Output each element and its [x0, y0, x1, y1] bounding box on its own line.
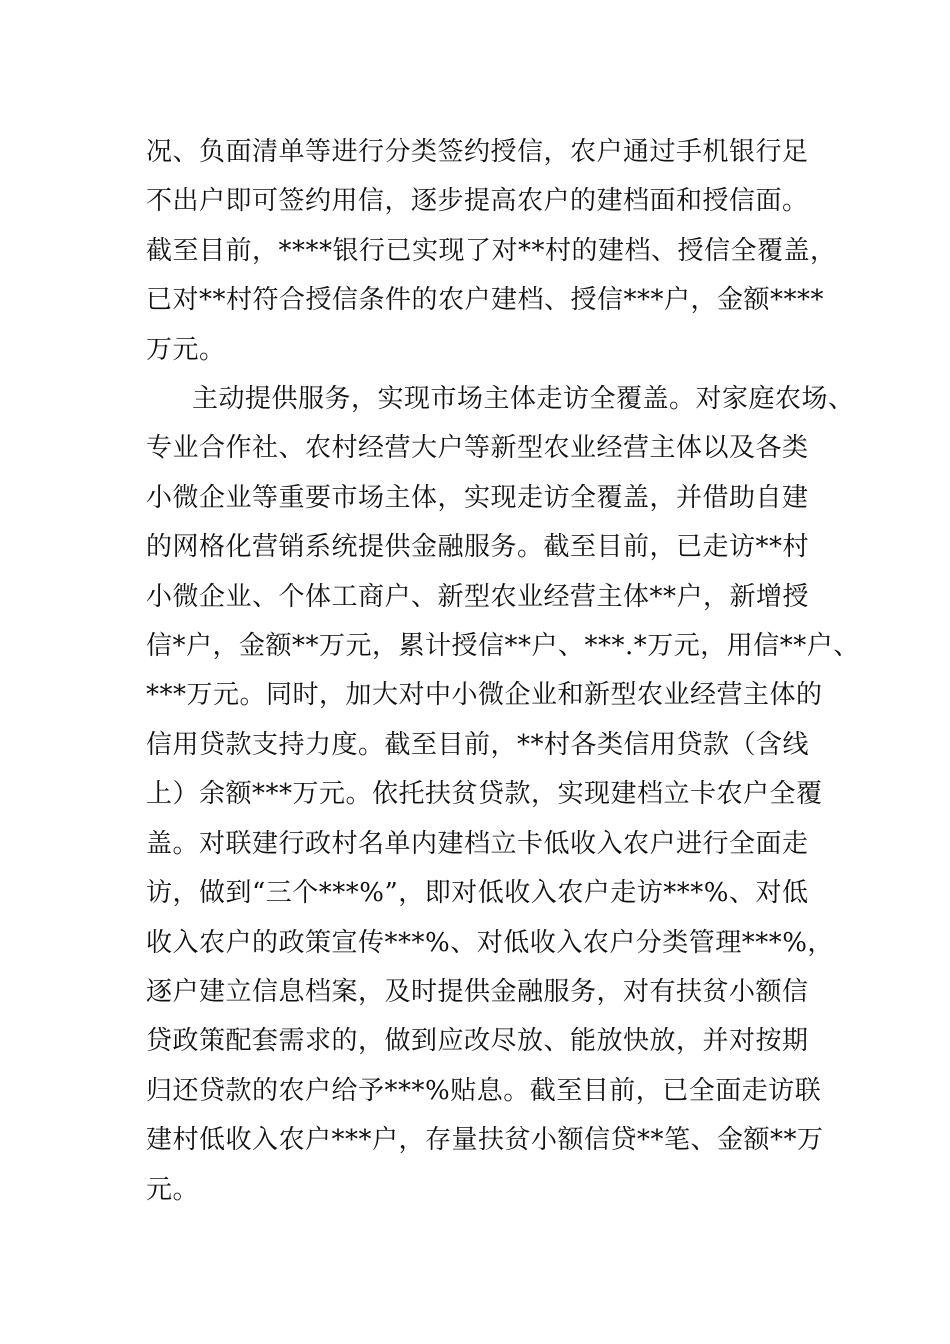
paragraph-line: 信*户，金额**万元，累计授信**户、***.*万元，用信**户、: [146, 631, 860, 662]
paragraph-line: 小微企业等重要市场主体，实现走访全覆盖，并借助自建: [146, 482, 809, 513]
paragraph-line: 贷政策配套需求的，做到应改尽放、能放快放，并对按期: [146, 1026, 809, 1057]
paragraph-line: 元。: [146, 1174, 200, 1205]
paragraph-2: [146, 375, 860, 1215]
paragraph-line: 况、负面清单等进行分类签约授信，农户通过手机银行足: [146, 137, 809, 167]
paragraph-line: 收入农户的政策宣传***%、对低收入农户分类管理***%，: [146, 927, 834, 958]
document-body: [146, 128, 860, 1215]
paragraph-line: 截至目前，****银行已实现了对**村的建档、授信全覆盖，: [146, 235, 837, 266]
paragraph-line: 万元。: [146, 334, 226, 365]
paragraph-line: 盖。对联建行政村名单内建档立卡低收入农户进行全面走: [146, 828, 809, 859]
paragraph-1: [146, 128, 837, 375]
paragraph-line: ***万元。同时，加大对中小微企业和新型农业经营主体的: [146, 680, 823, 711]
paragraph-line: 访，做到“三个***%”，即对低收入农户走访***%、对低: [146, 878, 809, 909]
paragraph-line: 上）余额***万元。依托扶贫贷款，实现建档立卡农户全覆: [146, 779, 823, 810]
paragraph-line: 小微企业、个体工商户、新型农业经营主体**户，新增授: [146, 581, 810, 612]
paragraph-line: 逐户建立信息档案，及时提供金融服务，对有扶贫小额信: [146, 976, 809, 1007]
paragraph-line: 信用贷款支持力度。截至目前，**村各类信用贷款（含线: [146, 729, 810, 760]
paragraph-line: 建村低收入农户***户，存量扶贫小额信贷**笔、金额**万: [146, 1125, 824, 1156]
paragraph-line: 已对**村符合授信条件的农户建档、授信***户，金额****: [146, 285, 825, 316]
paragraph-line: 的网格化营销系统提供金融服务。截至目前，已走访**村: [146, 532, 810, 563]
paragraph-line: 归还贷款的农户给予***%贴息。截至目前，已全面走访联: [146, 1075, 822, 1106]
paragraph-line: 专业合作社、农村经营大户等新型农业经营主体以及各类: [146, 433, 809, 464]
paragraph-line: 主动提供服务，实现市场主体走访全覆盖。对家庭农场、: [192, 384, 855, 415]
paragraph-line: 不出户即可签约用信，逐步提高农户的建档面和授信面。: [146, 186, 809, 217]
